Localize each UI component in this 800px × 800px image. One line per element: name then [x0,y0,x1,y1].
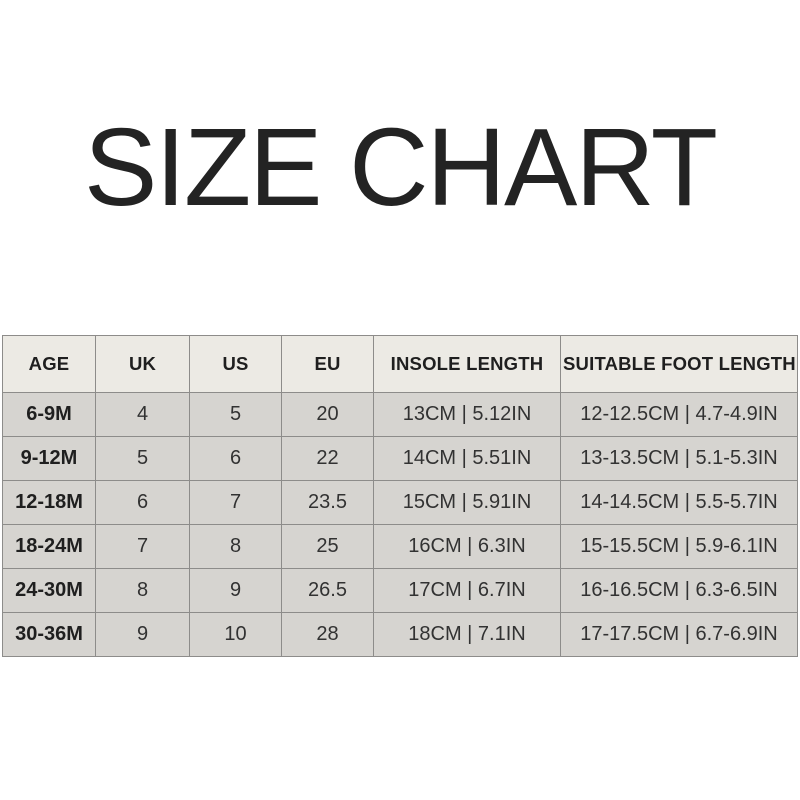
table-row [3,481,798,525]
age-cell: 6-9M [3,393,96,437]
column-header-suitable-foot-length: SUITABLE FOOT LENGTH [561,336,798,393]
age-cell: 9-12M [3,437,96,481]
page-title: SIZE CHART [84,105,716,229]
foot-length-cell: 13-13.5CM | 5.1-5.3IN [561,437,798,481]
insole-length-cell: 18CM | 7.1IN [374,613,561,657]
table-row [3,437,798,481]
us-size-cell: 7 [190,481,282,525]
eu-size-cell: 22 [282,437,374,481]
uk-size-cell: 8 [96,569,190,613]
table-row [3,569,798,613]
uk-size-cell: 7 [96,525,190,569]
table-row [3,525,798,569]
uk-size-cell: 4 [96,393,190,437]
table-body [3,393,798,657]
table-header [3,336,798,393]
uk-size-cell: 6 [96,481,190,525]
foot-length-cell: 17-17.5CM | 6.7-6.9IN [561,613,798,657]
uk-size-cell: 9 [96,613,190,657]
foot-length-cell: 15-15.5CM | 5.9-6.1IN [561,525,798,569]
column-header-us: US [190,336,282,393]
foot-length-cell: 12-12.5CM | 4.7-4.9IN [561,393,798,437]
age-cell: 24-30M [3,569,96,613]
column-header-eu: EU [282,336,374,393]
eu-size-cell: 28 [282,613,374,657]
insole-length-cell: 17CM | 6.7IN [374,569,561,613]
eu-size-cell: 26.5 [282,569,374,613]
column-header-uk: UK [96,336,190,393]
uk-size-cell: 5 [96,437,190,481]
title-area [0,0,800,335]
us-size-cell: 6 [190,437,282,481]
insole-length-cell: 16CM | 6.3IN [374,525,561,569]
header-row [3,336,798,393]
table-row [3,393,798,437]
age-cell: 12-18M [3,481,96,525]
eu-size-cell: 20 [282,393,374,437]
eu-size-cell: 25 [282,525,374,569]
insole-length-cell: 15CM | 5.91IN [374,481,561,525]
insole-length-cell: 14CM | 5.51IN [374,437,561,481]
us-size-cell: 8 [190,525,282,569]
us-size-cell: 5 [190,393,282,437]
table-row [3,613,798,657]
us-size-cell: 10 [190,613,282,657]
insole-length-cell: 13CM | 5.12IN [374,393,561,437]
foot-length-cell: 16-16.5CM | 6.3-6.5IN [561,569,798,613]
age-cell: 30-36M [3,613,96,657]
eu-size-cell: 23.5 [282,481,374,525]
age-cell: 18-24M [3,525,96,569]
column-header-insole-length: INSOLE LENGTH [374,336,561,393]
size-chart-table [2,335,798,657]
foot-length-cell: 14-14.5CM | 5.5-5.7IN [561,481,798,525]
column-header-age: AGE [3,336,96,393]
us-size-cell: 9 [190,569,282,613]
